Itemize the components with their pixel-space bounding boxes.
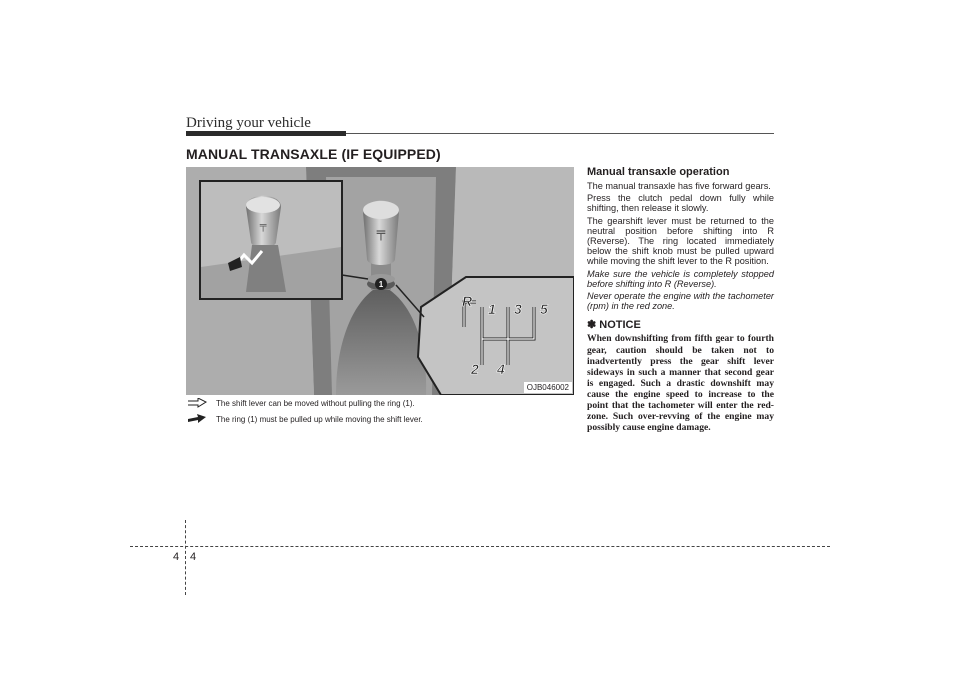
gear-label-2: 2 (471, 361, 479, 377)
gear-label-5: 5 (540, 301, 548, 317)
notice-title (587, 318, 774, 331)
gear-label-1: 1 (488, 301, 496, 317)
header-accent-bar (186, 131, 346, 136)
operation-heading: Manual transaxle operation (587, 166, 730, 178)
operation-paragraph-2: Press the clutch pedal down fully while shifting, then release it slowly. (587, 193, 774, 214)
operation-column (587, 166, 774, 433)
notice-title-text: NOTICE (599, 319, 641, 332)
svg-text:╤: ╤ (259, 219, 267, 232)
operation-warning-1: Make sure the vehicle is completely stopped before shifting into R (Reverse). (587, 268, 774, 289)
page-number: 4 (190, 551, 197, 563)
page-header-title: Driving your vehicle (186, 115, 311, 131)
gear-label-3: 3 (514, 301, 522, 317)
notice-symbol-icon: ✽ (587, 319, 597, 332)
legend-item-outline-arrow (186, 398, 574, 408)
legend-item-solid-arrow (186, 414, 574, 424)
figure-code: OJB046002 (524, 382, 572, 393)
svg-text:╤: ╤ (376, 225, 386, 241)
outline-arrow-icon (186, 398, 214, 408)
page-chapter-number: 4 (173, 551, 180, 563)
footer-vertical-divider (185, 520, 186, 595)
footer-divider (130, 546, 830, 547)
gear-shift-illustration (186, 167, 574, 395)
ring-number-label: 1 (378, 280, 384, 289)
legend-text-1: The shift lever can be moved without pulling the ring (1). (216, 398, 415, 408)
legend-text-2: The ring (1) must be pulled up while moving the shift lever. (216, 414, 423, 424)
operation-paragraph-1: The manual transaxle has five forward gears. (587, 181, 771, 191)
gear-label-4: 4 (497, 361, 505, 377)
operation-warning-2: Never operate the engine with the tachometer (rpm) in the red zone. (587, 291, 774, 312)
operation-paragraph-3: The gearshift lever must be returned to the neutral position before shifting into R (Reverse). The ring located immediately below the shift knob must be pulled upward while moving the shift lever to the R position. (587, 215, 774, 267)
gear-shift-photo (186, 167, 574, 395)
solid-arrow-icon (186, 414, 214, 424)
notice-body: When downshifting from fifth gear to fourth gear, caution should be taken not to inadvertently press the gear shift lever sideways in such a manner that second gear is engaged. Such a drastic downshift may cause the engine speed to increase to the point that the tachometer will enter the red-zone. Such over-revving of the engine may possibly cause engine damage. (587, 333, 774, 434)
gear-label-r: R (462, 293, 473, 309)
section-title: MANUAL TRANSAXLE (IF EQUIPPED) (186, 146, 441, 162)
